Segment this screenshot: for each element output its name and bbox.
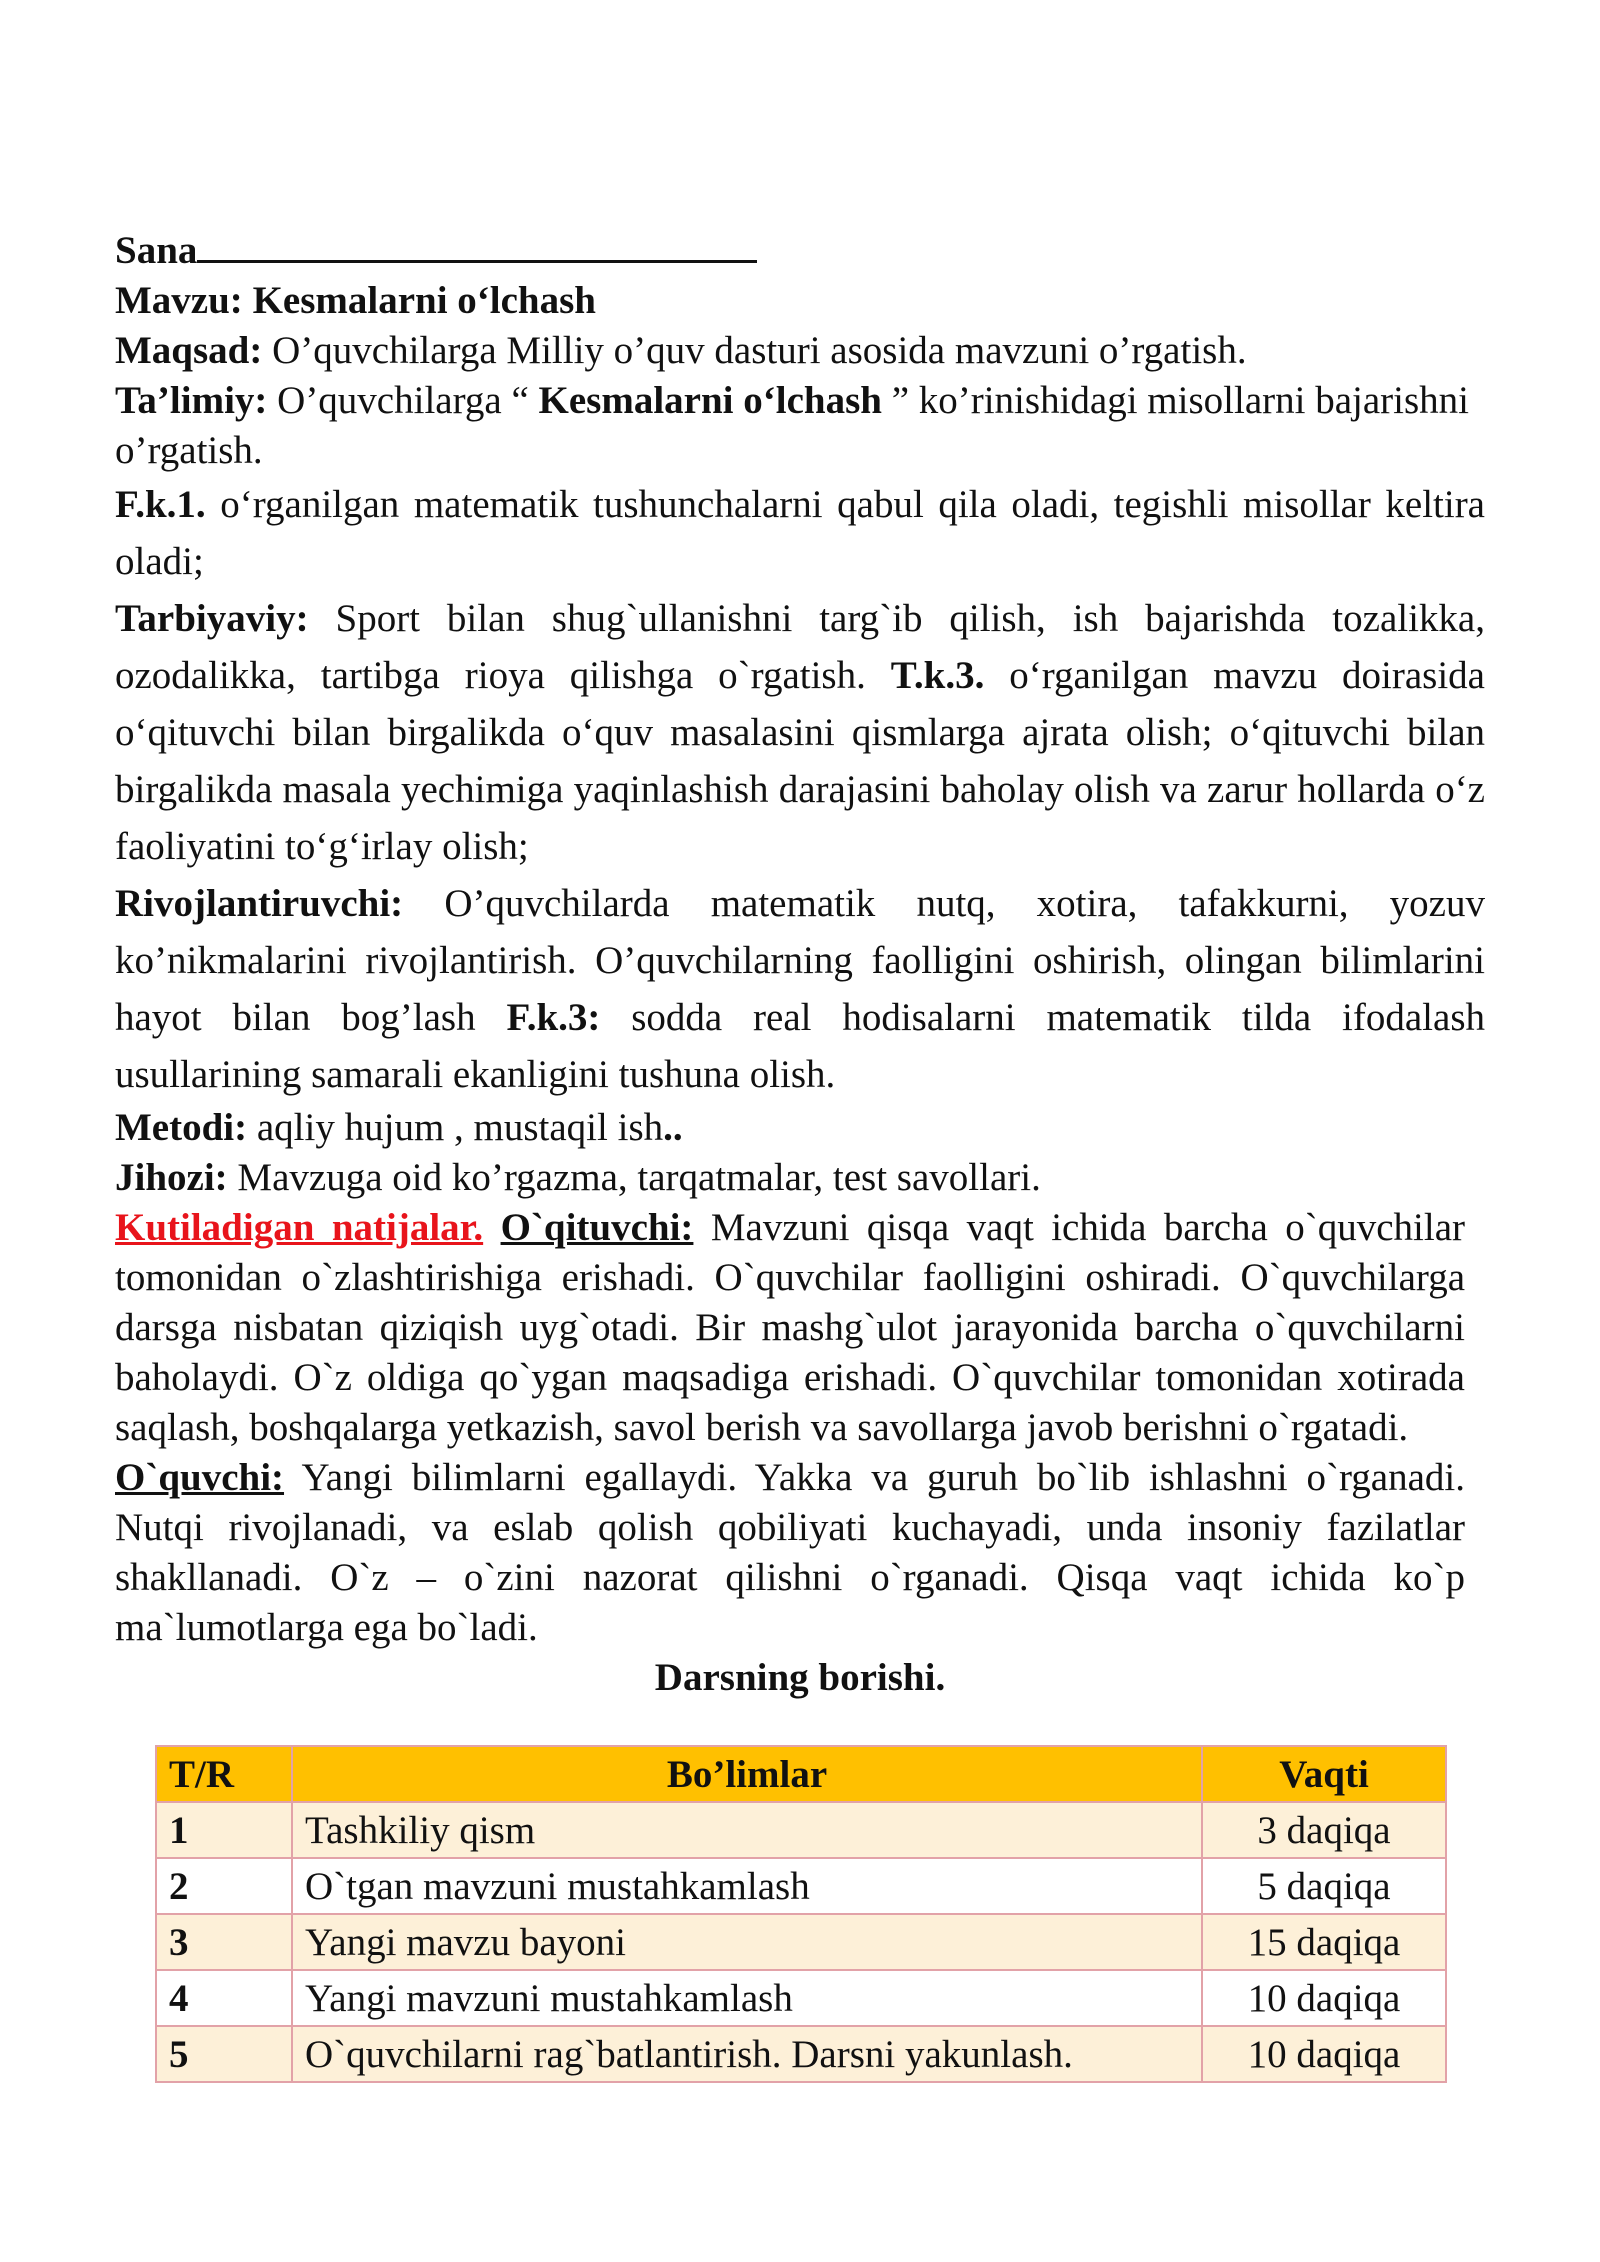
row-number: 3 <box>156 1914 292 1970</box>
developmental-paragraph <box>115 875 1485 1103</box>
methods-line <box>115 1103 1485 1153</box>
topic-label: Mavzu: <box>115 279 243 322</box>
teacher-label: O`qituvchi: <box>500 1206 694 1249</box>
lesson-plan-document <box>115 222 1485 1703</box>
row-number: 4 <box>156 1970 292 2026</box>
educational-text-before: O’quvchilarga “ <box>267 379 539 422</box>
table-row <box>156 1914 1446 1970</box>
methods-text: aqliy hujum , mustaqil ish <box>247 1106 664 1149</box>
goal-line <box>115 326 1485 376</box>
topic-value: Kesmalarni o‘lchash <box>252 279 596 322</box>
methods-tail: .. <box>663 1106 683 1149</box>
row-section: Yangi mavzu bayoni <box>292 1914 1202 1970</box>
row-section: Yangi mavzuni mustahkamlash <box>292 1970 1202 2026</box>
fk3-label: F.k.3: <box>506 996 601 1039</box>
row-number: 1 <box>156 1802 292 1858</box>
methods-label: Metodi: <box>115 1106 248 1149</box>
column-header-sections: Bo’limlar <box>292 1746 1202 1802</box>
outcomes-student-paragraph <box>115 1453 1465 1653</box>
educational-label: Ta’limiy: <box>115 379 268 422</box>
table-row <box>156 1858 1446 1914</box>
row-time: 3 daqiqa <box>1202 1802 1446 1858</box>
row-time: 10 daqiqa <box>1202 1970 1446 2026</box>
upbringing-paragraph <box>115 590 1485 875</box>
row-section: O`tgan mavzuni mustahkamlash <box>292 1858 1202 1914</box>
upbringing-label: Tarbiyaviy: <box>115 597 309 640</box>
equipment-line <box>115 1153 1485 1203</box>
educational-paragraph <box>115 376 1485 476</box>
tk3-label: T.k.3. <box>890 654 985 697</box>
teacher-text: Mavzuni qisqa vaqt ichida barcha o`quvchilar tomonidan o`zlashtirishiga erishadi. O`quvchilar faolligini oshiradi. O`quvchilarga darsga nisbatan qiziqish uyg`otadi. Bir mashg`ulot jarayonida barcha o`quvchilarni baholaydi. O`z oldiga qo`ygan maqsadiga erishadi. O`quvchilar tomonidan xotirada saqlash, boshqalarga yetkazish, savol berish va savollarga javob berishni o`rgatadi. <box>115 1206 1466 1449</box>
column-header-number: T/R <box>156 1746 292 1802</box>
date-label: Sana <box>115 229 198 272</box>
lesson-plan-table <box>155 1745 1447 2083</box>
table-row <box>156 1802 1446 1858</box>
fk1-text: o‘rganilgan matematik tushunchalarni qabul qila oladi, tegishli misollar keltira oladi; <box>115 483 1485 583</box>
fk1-paragraph <box>115 476 1485 590</box>
developmental-text-2: sodda real hodisalarni matematik tilda ifodalash usullarining samarali ekanligini tushuna olish. <box>115 996 1485 1096</box>
lesson-plan-title: Darsning borishi. <box>654 1656 946 1699</box>
goal-text: O’quvchilarga Milliy o’quv dasturi asosida mavzuni o’rgatish. <box>272 329 1247 372</box>
equipment-label: Jihozi: <box>115 1156 228 1199</box>
upbringing-text-2: o‘rganilgan mavzu doirasida o‘qituvchi bilan birgalikda o‘quv masalasini qismlarga ajrata olish; o‘qituvchi bilan birgalikda masala yechimiga yaqinlashish darajasini baholay olish va zarur hollarda o‘z faoliyatini to‘g‘irlay olish; <box>115 654 1485 868</box>
row-time: 5 daqiqa <box>1202 1858 1446 1914</box>
student-label: O`quvchi: <box>115 1456 285 1499</box>
row-section: O`quvchilarni rag`batlantirish. Darsni yakunlash. <box>292 2026 1202 2082</box>
date-blank-line <box>197 222 757 263</box>
goal-label: Maqsad: <box>115 329 263 372</box>
upbringing-text-1: Sport bilan shug`ullanishni targ`ib qilish, ish bajarishda tozalikka, ozodalikka, tartibga rioya qilishga o`rgatish. <box>115 597 1485 697</box>
row-time: 10 daqiqa <box>1202 2026 1446 2082</box>
outcomes-teacher-paragraph <box>115 1203 1465 1453</box>
educational-text-after: ” ko’rinishidagi misollarni bajarishni o’rgatish. <box>115 379 1469 472</box>
table-row <box>156 2026 1446 2082</box>
row-section: Tashkiliy qism <box>292 1802 1202 1858</box>
column-header-time: Vaqti <box>1202 1746 1446 1802</box>
topic-line <box>115 276 1485 326</box>
educational-topic: Kesmalarni o‘lchash <box>538 379 882 422</box>
fk1-label: F.k.1. <box>115 483 206 526</box>
row-time: 15 daqiqa <box>1202 1914 1446 1970</box>
developmental-label: Rivojlantiruvchi: <box>115 882 404 925</box>
table-row <box>156 1970 1446 2026</box>
row-number: 5 <box>156 2026 292 2082</box>
expected-outcomes-label: Kutiladigan natijalar. <box>115 1206 484 1249</box>
date-line <box>115 222 1485 276</box>
equipment-text: Mavzuga oid ko’rgazma, tarqatmalar, test savollari. <box>227 1156 1041 1199</box>
student-text: Yangi bilimlarni egallaydi. Yakka va guruh bo`lib ishlashni o`rganadi. Nutqi rivojlanadi, va eslab qolish qobiliyati kuchayadi, unda insoniy fazilatlar shakllanadi. O`z – o`zini nazorat qilishni o`rganadi. Qisqa vaqt ichida ko`p ma`lumotlarga ega bo`ladi. <box>115 1456 1465 1649</box>
row-number: 2 <box>156 1858 292 1914</box>
table-header-row <box>156 1746 1446 1802</box>
developmental-text-1: O’quvchilarda matematik nutq, xotira, tafakkurni, yozuv ko’nikmalarini rivojlantirish. O’quvchilarning faolligini oshirish, olingan bilimlarini hayot bilan bog’lash <box>115 882 1485 1039</box>
